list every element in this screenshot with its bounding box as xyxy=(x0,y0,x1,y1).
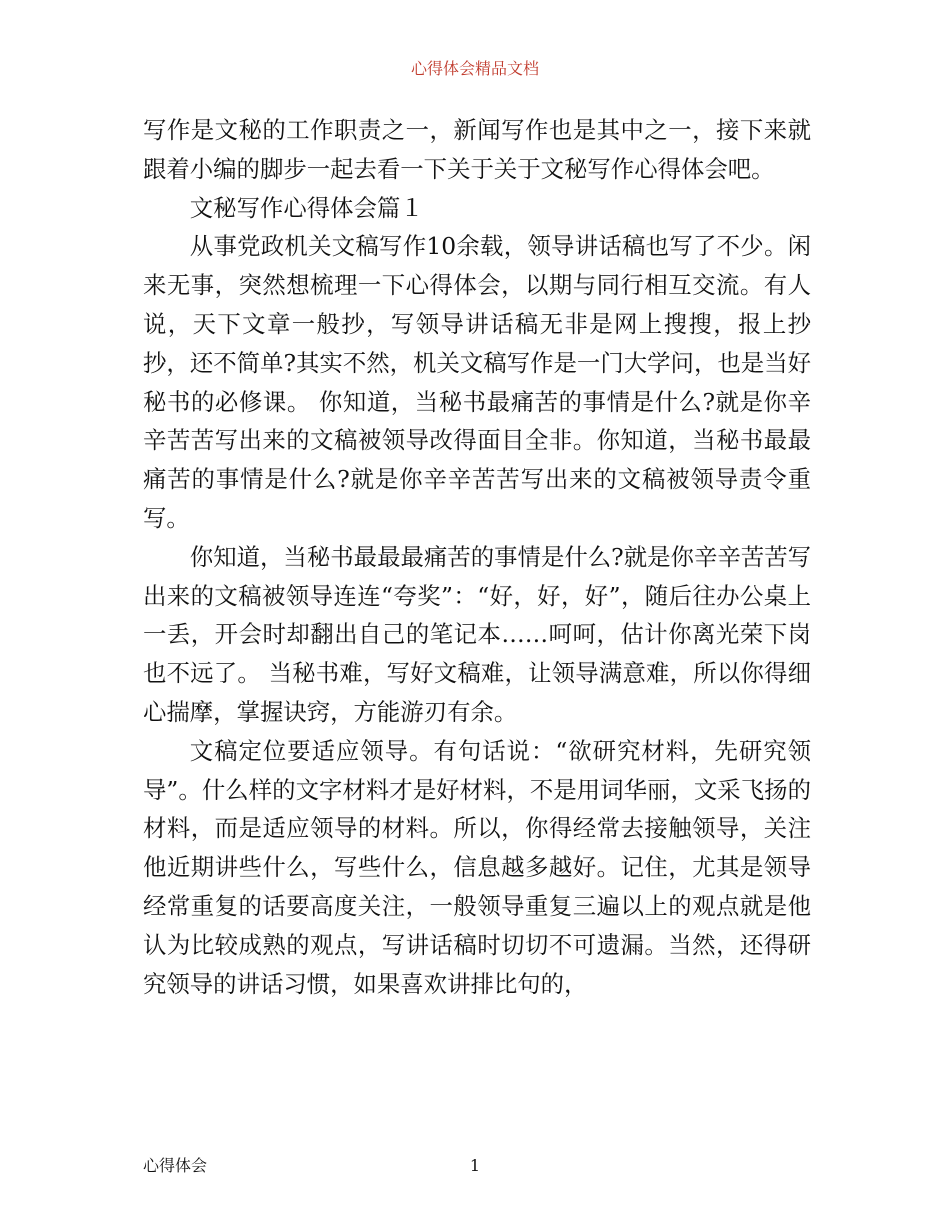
body-paragraph: 你知道，当秘书最最最痛苦的事情是什么?就是你辛辛苦苦写出来的文稿被领导连连“夸奖”：“好，好，好”，随后往办公桌上一丢，开会时却翻出自己的笔记本……呵呵，估计你离光荣下岗也不远了。 当秘书难，写好文稿难，让领导满意难，所以你得细心揣摩，掌握诀窍，方能游刃有余。 xyxy=(143,542,811,726)
intro-paragraph: 写作是文秘的工作职责之一，新闻写作也是其中之一，接下来就跟着小编的脚步一起去看一下关于关于文秘写作心得体会吧。 xyxy=(143,116,811,183)
section-heading: 文秘写作心得体会篇１ xyxy=(189,193,424,222)
page-number: 1 xyxy=(469,1156,481,1175)
footer-label: 心得体会 xyxy=(143,1156,208,1175)
document-body xyxy=(143,111,811,1003)
body-paragraph: 文稿定位要适应领导。有句话说：“欲研究材料，先研究领导”。什么样的文字材料才是好材料，不是用词华丽，文采飞扬的材料，而是适应领导的材料。所以，你得经常去接触领导，关注他近期讲些什么，写些什么，信息越多越好。记住，尤其是领导经常重复的话要高度关注，一般领导重复三遍以上的观点就是他认为比较成熟的观点，写讲话稿时切切不可遗漏。当然，还得研究领导的讲话习惯，如果喜欢讲排比句的， xyxy=(143,736,811,998)
page-header: 心得体会精品文档 xyxy=(410,59,539,78)
body-paragraph: 从事党政机关文稿写作10余载，领导讲话稿也写了不少。闲来无事，突然想梳理一下心得体会，以期与同行相互交流。有人说，天下文章一般抄，写领导讲话稿无非是网上搜搜，报上抄抄，还不简单?其实不然，机关文稿写作是一门大学问，也是当好秘书的必修课。 你知道，当秘书最痛苦的事情是什么?就是你辛辛苦苦写出来的文稿被领导改得面目全非。你知道，当秘书最最痛苦的事情是什么?就是你辛辛苦苦写出来的文稿被领导责令重写。 xyxy=(143,232,811,532)
